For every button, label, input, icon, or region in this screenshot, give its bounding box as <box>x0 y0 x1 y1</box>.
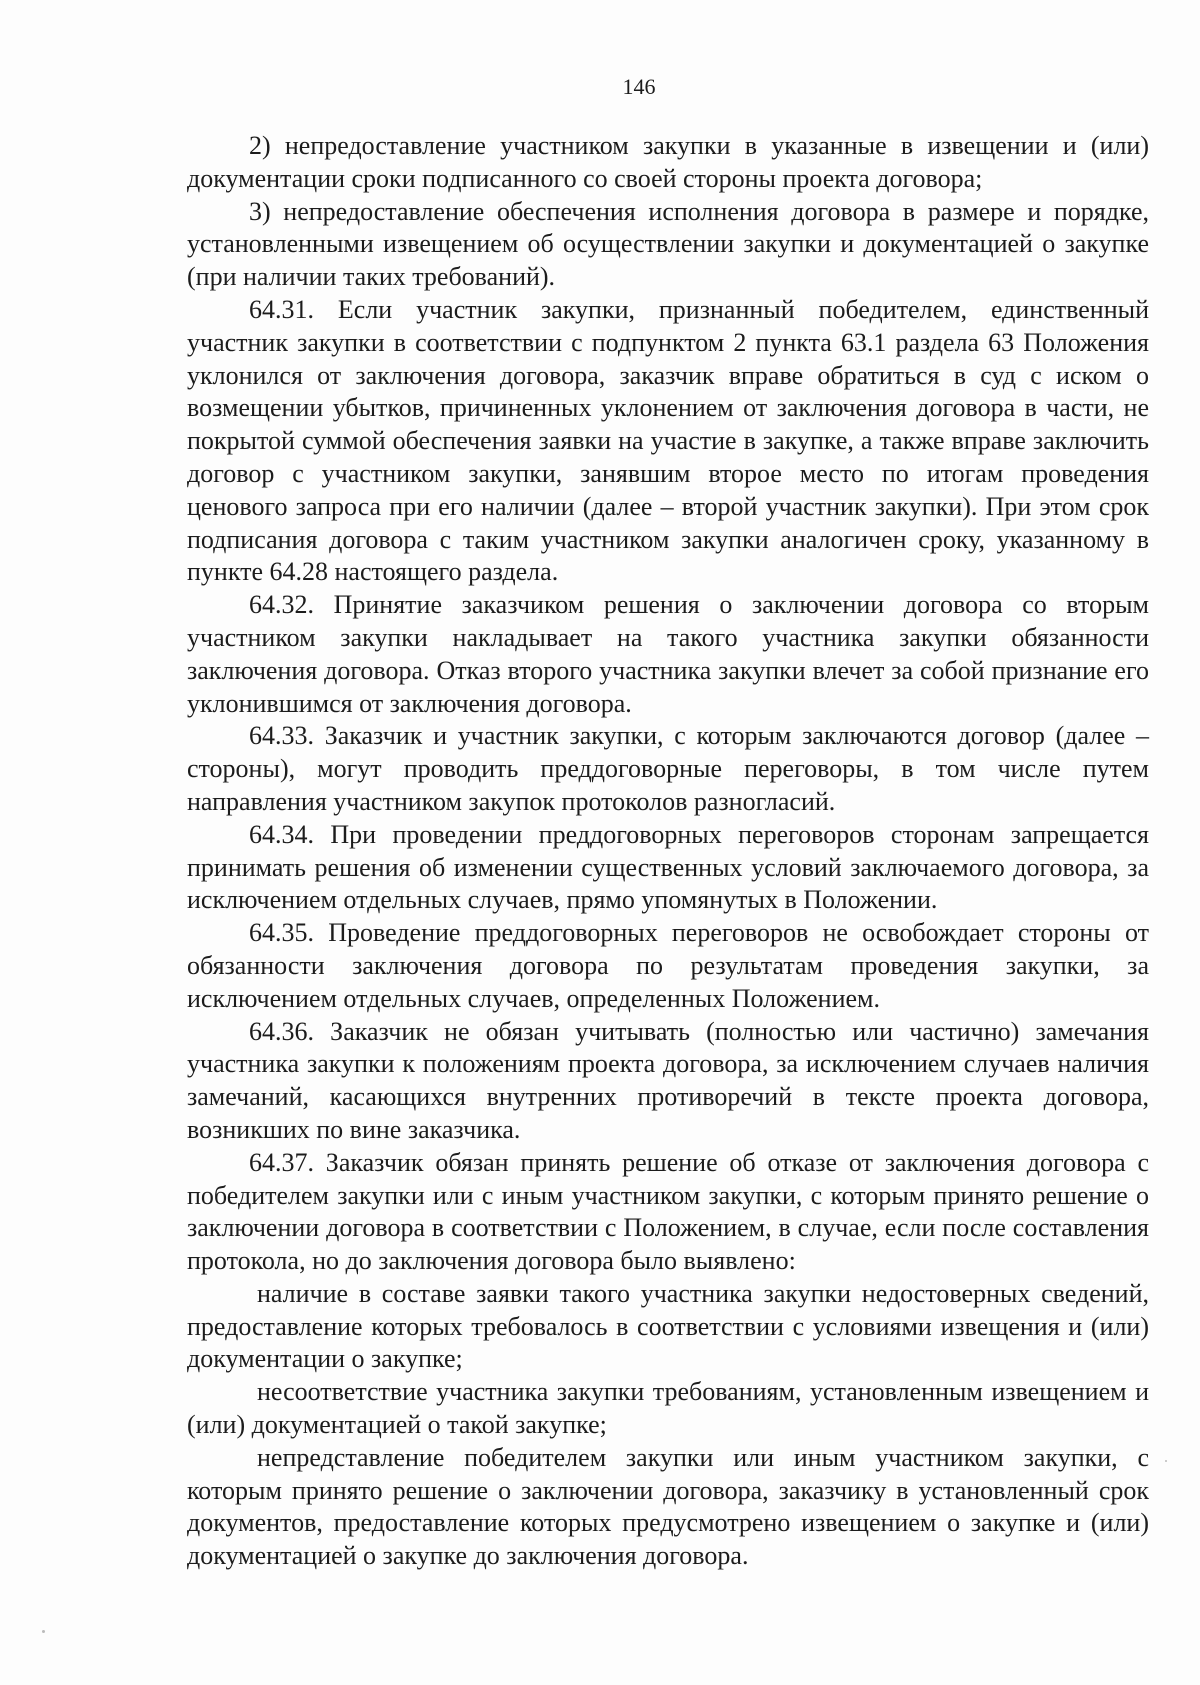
paragraph-64-36: 64.36. Заказчик не обязан учитывать (полностью или частично) замечания участника закупки к положениям проекта договора, за исключением случаев наличия замечаний, касающихся внутренних противоречий в тексте проекта договора, возникших по вине заказчика. <box>187 1016 1149 1144</box>
paragraph-64-35: 64.35. Проведение преддоговорных переговоров не освобождает стороны от обязанности заключения договора по результатам проведения закупки, за исключением отдельных случаев, определенных Положением. <box>187 918 1149 1013</box>
list-item-false-information: наличие в составе заявки такого участника закупки недостоверных сведений, предоставление которых требовалось в соответствии с условиями извещения и (или) документации о закупке; <box>187 1278 1149 1374</box>
paragraph-item-3: 3) непредоставление обеспечения исполнения договора в размере и порядке, установленными извещением об осуществлении закупки и документацией о закупке (при наличии таких требований). <box>187 196 1149 292</box>
paragraph-64-31: 64.31. Если участник закупки, признанный победителем, единственный участник закупки в соответствии с подпунктом 2 пункта 63.1 раздела 63 Положения уклонился от заключения договора, заказчик вправе обратиться в суд с иском о возмещении убытков, причиненных уклонением от заключения договора в части, не покрытой суммой обеспечения заявки на участие в закупке, а также вправе заключить договор с участником закупки, занявшим второе место по итогам проведения ценового запроса при его наличии (далее – второй участник закупки). При этом срок подписания договора с таким участником закупки аналогичен сроку, указанному в пункте 64.28 настоящего раздела. <box>187 294 1149 587</box>
paragraph-item-2: 2) непредоставление участником закупки в указанные в извещении и (или) документации сроки подписанного со своей стороны проекта договора; <box>187 131 1149 193</box>
document-body <box>187 130 1149 1573</box>
paragraph-64-33: 64.33. Заказчик и участник закупки, с которым заключаются договор (далее – стороны), могут проводить преддоговорные переговоры, в том числе путем направления участником закупок протоколов разногласий. <box>187 721 1149 816</box>
list-item-nonconformity: несоответствие участника закупки требованиям, установленным извещением и (или) документацией о такой закупке; <box>187 1377 1149 1440</box>
paragraph-64-37: 64.37. Заказчик обязан принять решение об отказе от заключения договора с победителем закупки или с иным участником закупки, с которым принято решение о заключении договора в соответствии с Положением, в случае, если после составления протокола, но до заключения договора было выявлено: <box>187 1147 1149 1276</box>
paragraph-64-34: 64.34. При проведении преддоговорных переговоров сторонам запрещается принимать решения об изменении существенных условий заключаемого договора, за исключением отдельных случаев, прямо упомянутых в Положении. <box>187 819 1149 915</box>
paragraph-64-32: 64.32. Принятие заказчиком решения о заключении договора со вторым участником закупки накладывает на такого участника закупки обязанности заключения договора. Отказ второго участника закупки влечет за собой признание его уклонившимся от заключения договора. <box>187 590 1149 718</box>
scan-artifact-dot <box>42 1630 45 1633</box>
list-item-missing-documents: непредставление победителем закупки или иным участником закупки, с которым принято решение о заключении договора, заказчику в установленный срок документов, предоставление которых предусмотрено извещением о закупке и (или) документацией о закупке до заключения договора. <box>187 1442 1149 1571</box>
page-number: 146 <box>622 74 656 99</box>
scan-artifact-dot <box>1165 1460 1167 1462</box>
